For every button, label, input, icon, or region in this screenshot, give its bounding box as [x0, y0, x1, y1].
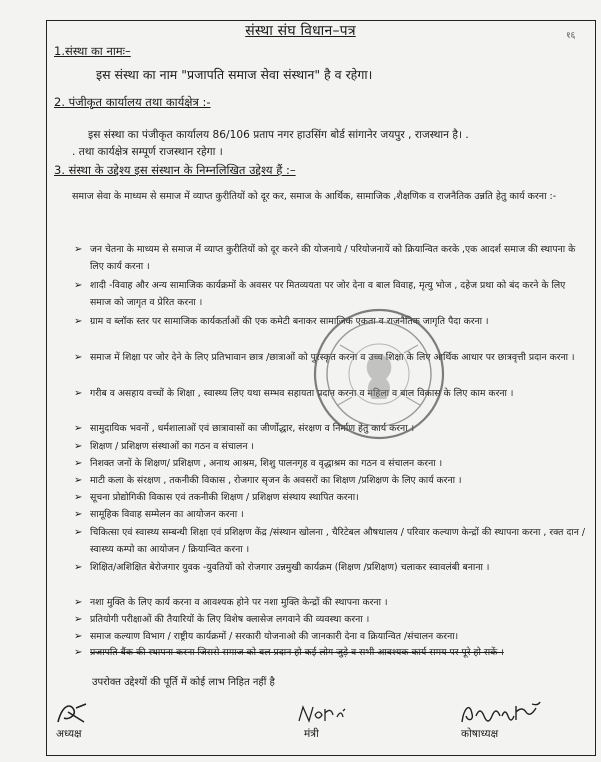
signatory-secretary: मंत्री [304, 728, 319, 740]
objective-item: ➢ नशा मुक्ति के लिए कार्य करना व आवश्यक होने पर नशा मुक्ति केन्द्रों की स्थापना करना । [72, 594, 588, 611]
arrow-bullet-icon: ➢ [74, 280, 83, 291]
objectives-intro: समाज सेवा के माध्यम से समाज में व्याप्त कुरीतियों को दूर कर, समाज के आर्थिक, सामाजिक ,शैक्षणिक व राजनैतिक उन्नति हेतु कार्य करना :- [72, 191, 557, 202]
objective-item: ➢ शिक्षण / प्रशिक्षण संस्थाओं का गठन व संचालन । [72, 438, 588, 455]
arrow-bullet-icon: ➢ [74, 244, 83, 255]
arrow-bullet-icon: ➢ [74, 562, 83, 573]
signatory-treasurer: कोषाध्यक्ष [461, 728, 499, 740]
objective-item: ➢ माटी कला के संरक्षण , तकनीकी विकास , रोजगार सृजन के अवसरों का शिक्षण /प्रशिक्षण के लिए कार्य करना । [72, 472, 588, 489]
objective-item: ➢ सूचना प्रोद्योगिकी विकास एवं तकनीकी शिक्षण / प्रशिक्षण संस्थाय स्थापित करना। [72, 489, 588, 506]
objective-item: ➢ शादी -विवाह और अन्य सामाजिक कार्यक्रमों के अवसर पर मितव्ययता पर जोर देना व बाल विवाह, मृत्यु भोज , दहेज प्रथा को बंद करने के लिए समाज को जागृत व प्रेरित करना । [72, 277, 588, 311]
arrow-bullet-icon: ➢ [74, 614, 83, 625]
objective-item: ➢ शिक्षित/अशिक्षित बेरोजगार युवक -युवतियों को रोजगार उन्नमुखी कार्यक्रम (शिक्षण /प्रशिक्षण) चलाकर स्वावलंबी बनाना । [72, 559, 588, 576]
page-marker: १६ [566, 31, 576, 41]
arrow-bullet-icon: ➢ [74, 316, 83, 327]
section-2-line-1: इस संस्था का पंजीकृत कार्यालय 86/106 प्रताप नगर हाउसिंग बोर्ड सांगानेर जयपुर , राजस्थान है। . [88, 129, 469, 141]
section-3-heading: 3. संस्था के उद्देश्य इस संस्थान के निम्नलिखित उद्देश्य हैं :– [54, 163, 296, 177]
arrow-bullet-icon: ➢ [74, 527, 83, 538]
objective-item: ➢ जन चेतना के माध्यम से समाज में व्याप्त कुरीतियों को दूर करने की योजनाये / परियोजनायें को क्रियान्वित करके ,एक आदर्श समाज की स्थापना के लिए कार्य करना । [72, 241, 588, 275]
arrow-bullet-icon: ➢ [74, 388, 83, 399]
objective-item: ➢ निशक्त जनों के शिक्षण/ प्रशिक्षण , अनाथ आश्रम, शिशु पालनगृह व वृद्धाश्रम का गठन व संचालन करना । [72, 455, 588, 472]
arrow-bullet-icon: ➢ [74, 458, 83, 469]
arrow-bullet-icon: ➢ [74, 647, 83, 658]
section-1-heading: 1.संस्था का नामः– [54, 44, 131, 58]
objective-item: ➢ समाज में शिक्षा पर जोर देने के लिए प्रतिभावान छात्र /छात्राओं को पुरस्कृत करना व उच्च शिक्षा के लिए आर्थिक आधार पर छात्रवृत्ती प्रदान करना । [72, 349, 588, 366]
objective-item: ➢ चिकित्सा एवं स्वास्थ्य सम्बन्धी शिक्षा एवं प्रशिक्षण केंद्र /संस्थान खोलना , चैरिटेबल औषधालय / परिवार कल्याण केन्द्रों की स्थापना करना , रक्त दान / स्वास्थ्य कम्पो का आयोजन / क्रियान्वित करना । [72, 524, 588, 558]
objective-item-struck: ➢ प्रजापति बैंक की स्थापना करना जिससे समाज को बल प्रदान हो कई लोग जुड़े व सभी आवश्यक कार्य समय पर पूरे हो सकें । [72, 644, 588, 661]
arrow-bullet-icon: ➢ [74, 597, 83, 608]
arrow-bullet-icon: ➢ [74, 492, 83, 503]
section-2-heading: 2. पंजीकृत कार्यालय तथा कार्यक्षेत्र :- [54, 95, 211, 109]
objective-item: ➢ समाज कल्याण विभाग / राष्ट्रीय कार्यक्रमों / सरकारी योजनाओ की जानकारी देना व क्रियान्वित /संचालन करना। [72, 628, 588, 645]
secretary-signature-icon [297, 703, 347, 725]
document-title: संस्था संघ विधान–पत्र [245, 23, 356, 39]
arrow-bullet-icon: ➢ [74, 509, 83, 520]
objective-item: ➢ ग्राम व ब्लॉक स्तर पर सामाजिक कार्यकर्ताओं की एक कमेटी बनाकर सामाजिक एकता व राजनैतिक जागृति पैदा करना । [72, 313, 588, 330]
closing-statement: उपरोक्त उद्देश्यों की पूर्ति में कोई लाभ निहित नहीं है [92, 677, 275, 688]
arrow-bullet-icon: ➢ [74, 475, 83, 486]
arrow-bullet-icon: ➢ [74, 631, 83, 642]
signatory-president: अध्यक्ष [56, 728, 82, 740]
section-2-line-2: . तथा कार्यक्षेत्र सम्पूर्ण राजस्थान रहेगा । [72, 146, 223, 158]
objective-item: ➢ सामुदायिक भवनों , धर्मशालाओं एवं छात्रावासों का जीर्णोद्धार, संरक्षण व निर्माण हेतु कार्य करना । [72, 420, 588, 437]
arrow-bullet-icon: ➢ [74, 441, 83, 452]
section-1-line: इस संस्था का नाम "प्रजापति समाज सेवा संस्थान" है व रहेगा। [96, 67, 373, 82]
arrow-bullet-icon: ➢ [74, 352, 83, 363]
objective-item: ➢ सामूहिक विवाह सम्मेलन का आयोजन करना । [72, 506, 588, 523]
official-seal-icon [310, 305, 448, 443]
treasurer-signature-icon [458, 700, 544, 726]
objective-item: ➢ गरीब व असहाय वच्चों के शिक्षा , स्वास्थ्य लिए यथा सम्भव सहायता प्रदान करना व महिला व बाल विकास के लिए काम करना । [72, 385, 588, 402]
president-signature-icon [54, 700, 90, 726]
objective-item: ➢ प्रतियोगी परीक्षाओं की तैयारियों के लिए विशेष क्लासेज लगवाने की व्यवस्था करना । [72, 611, 588, 628]
arrow-bullet-icon: ➢ [74, 423, 83, 434]
